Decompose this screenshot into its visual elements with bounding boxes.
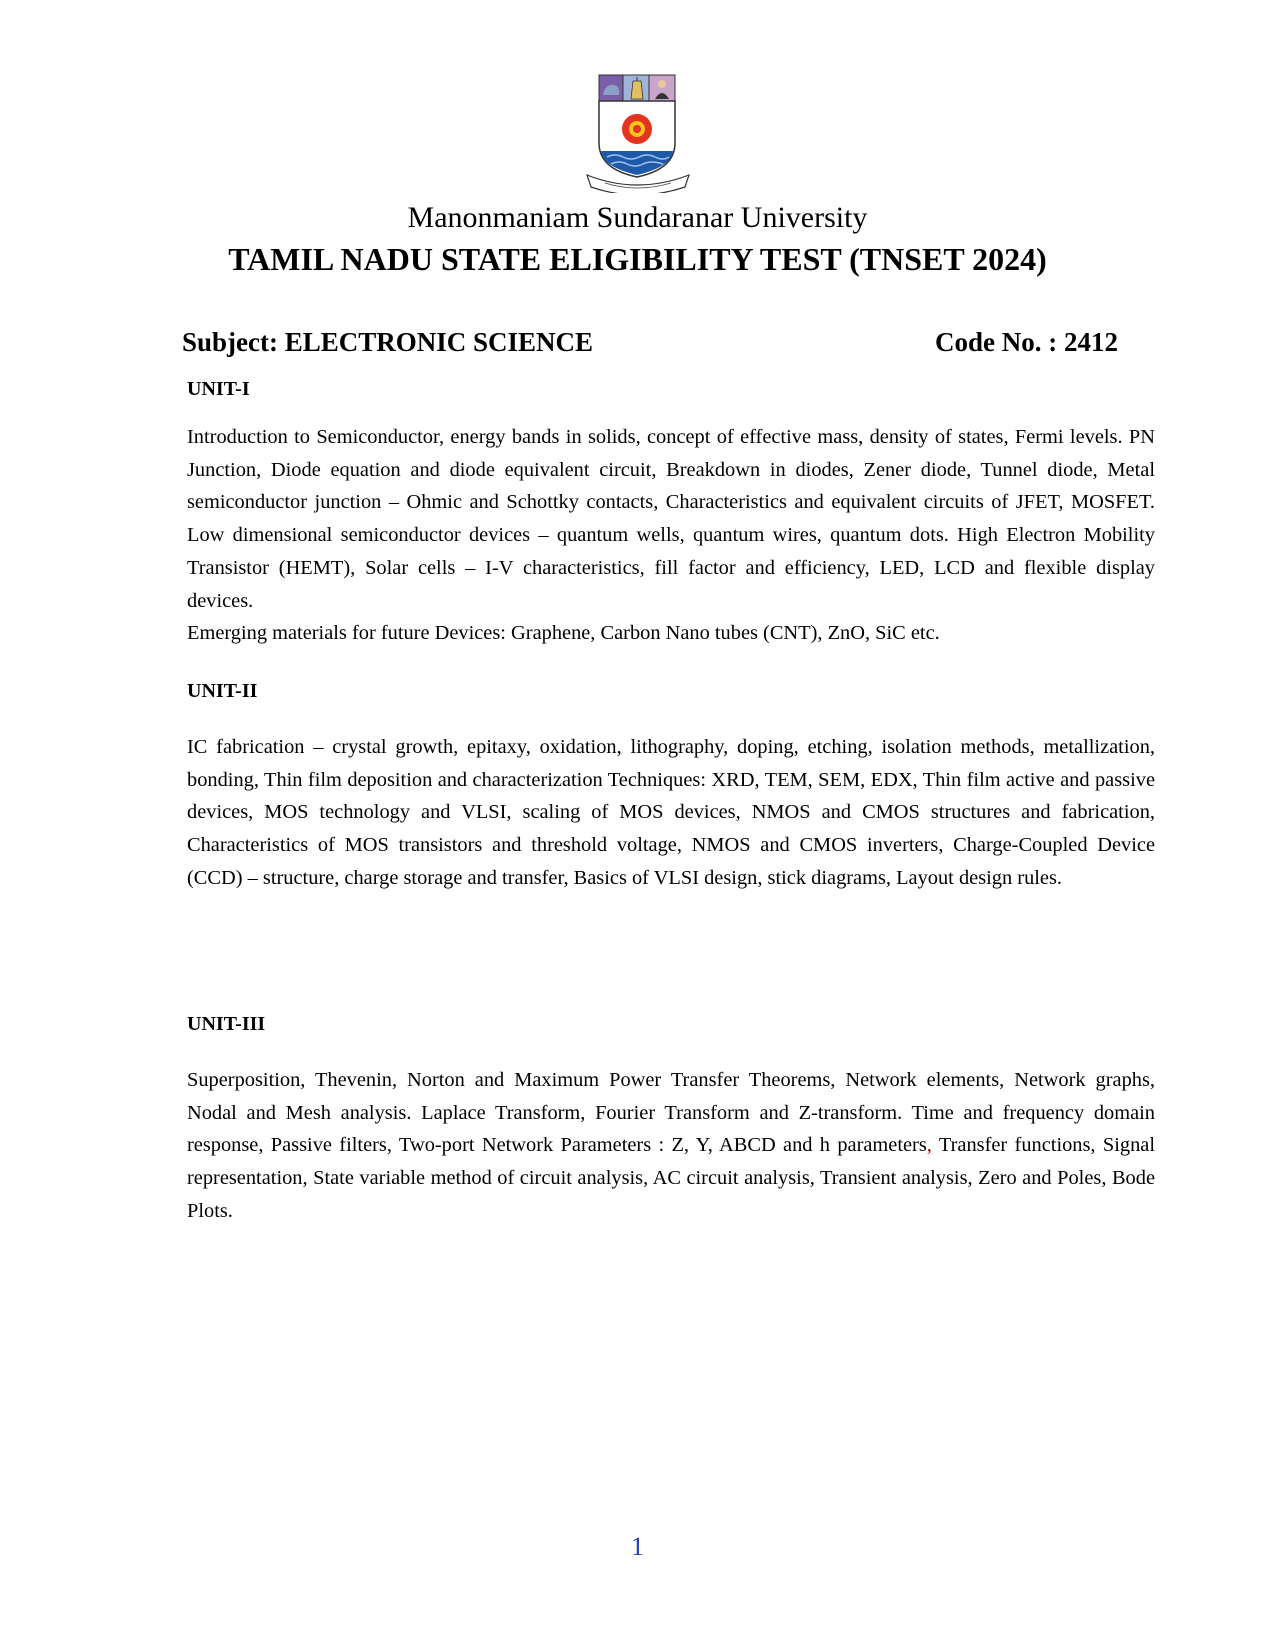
university-name: Manonmaniam Sundaranar University bbox=[407, 201, 868, 234]
subject-title: Subject: ELECTRONIC SCIENCE bbox=[182, 327, 594, 357]
unit-2-paragraph-1: IC fabrication – crystal growth, epitaxy, oxidation, lithography, doping, etching, isolation methods, metallization, bonding, Thin film deposition and characterization Techniques: XRD, TEM, SEM, EDX, Thin film active and passive devices, MOS technology and VLSI, scaling of MOS devices, NMOS and CMOS structures and fabrication, Characteristics of MOS transistors and threshold voltage, NMOS and CMOS inverters, Charge-Coupled Device (CCD) – structure, charge storage and transfer, Basics of VLSI design, stick diagrams, Layout design rules. bbox=[187, 736, 1155, 889]
unit-2-content bbox=[187, 731, 1155, 895]
unit-3-red-comma: , bbox=[926, 1134, 932, 1157]
subject-code: Code No. : 2412 bbox=[935, 327, 1118, 357]
unit-3-heading: UNIT-III bbox=[187, 1013, 266, 1035]
unit-1-paragraph-2: Emerging materials for future Devices: Graphene, Carbon Nano tubes (CNT), ZnO, SiC etc. bbox=[187, 622, 940, 645]
unit-3-text-part-1: Superposition, Thevenin, Norton and Maximum Power Transfer Theorems, Network elements, Network graphs, Nodal and Mesh analysis. Laplace Transform, Fourier Transform and Z-transform. Time and frequency domain response, Passive filters, Two-port Network Parameters : Z, Y, ABCD and h parameters bbox=[187, 1069, 1155, 1157]
unit-3-content bbox=[187, 1064, 1155, 1228]
unit-2-heading: UNIT-II bbox=[187, 680, 258, 702]
unit-1-heading: UNIT-I bbox=[187, 378, 250, 400]
unit-3-text-part-2: Transfer functions, Signal representation, State variable method of circuit analysis, AC circuit analysis, Transient analysis, Zero and Poles, Bode Plots. bbox=[187, 1134, 1155, 1222]
unit-3-paragraph-1 bbox=[187, 1064, 1155, 1228]
test-title: TAMIL NADU STATE ELIGIBILITY TEST (TNSET 2024) bbox=[228, 241, 1047, 277]
university-emblem bbox=[585, 73, 691, 193]
page-number: 1 bbox=[631, 1532, 644, 1561]
unit-1-content bbox=[187, 421, 1155, 650]
unit-1-paragraph-1: Introduction to Semiconductor, energy bands in solids, concept of effective mass, density of states, Fermi levels. PN Junction, Diode equation and diode equivalent circuit, Breakdown in diodes, Zener diode, Tunnel diode, Metal semiconductor junction – Ohmic and Schottky contacts, Characteristics and equivalent circuits of JFET, MOSFET. Low dimensional semiconductor devices – quantum wells, quantum wires, quantum dots. High Electron Mobility Transistor (HEMT), Solar cells – I-V characteristics, fill factor and efficiency, LED, LCD and flexible display devices. bbox=[187, 426, 1155, 612]
